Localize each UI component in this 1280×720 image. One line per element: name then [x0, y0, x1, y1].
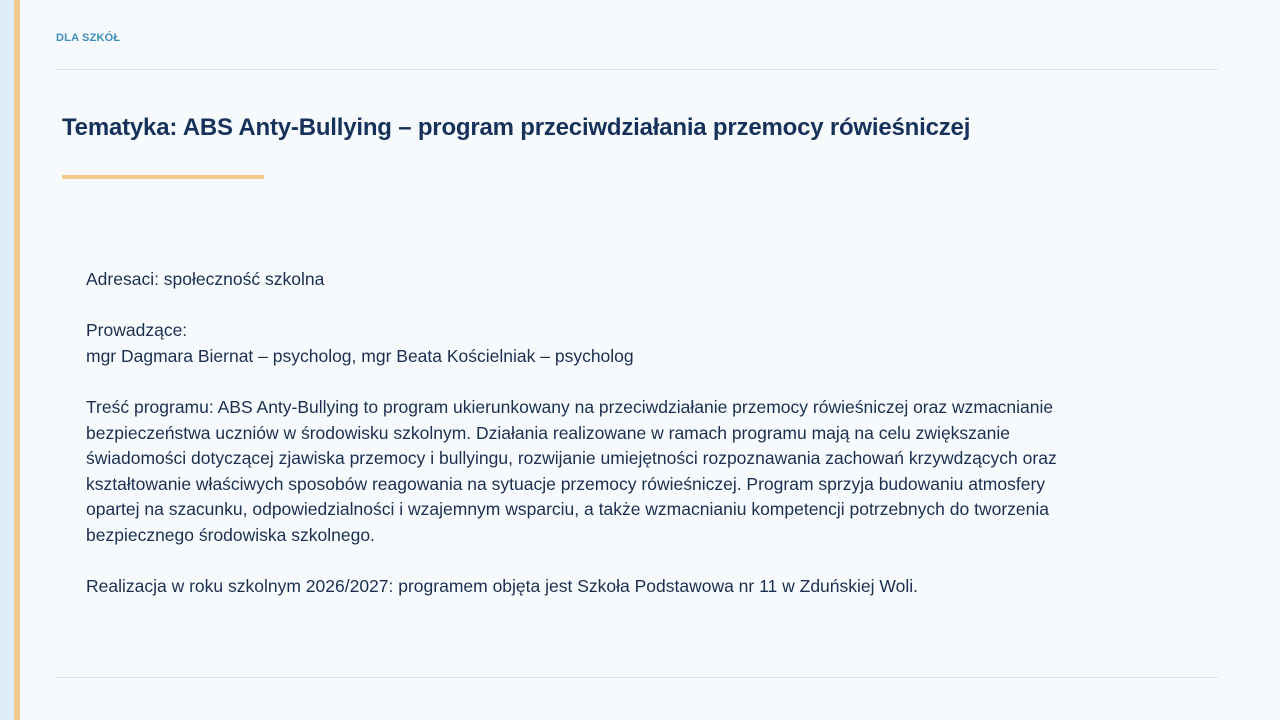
- program-line: kształtowanie właściwych sposobów reagowania na sytuacje przemocy rówieśniczej. Program sprzyja budowaniu atmosfery: [86, 473, 1046, 494]
- realization-paragraph: [86, 574, 1166, 600]
- program-line: bezpieczeństwa uczniów w środowisku szkolnym. Działania realizowane w ramach programu mają na celu zwiększanie: [86, 422, 1011, 443]
- leaders-paragraph: [86, 318, 1166, 369]
- leaders-label: Prowadzące:: [86, 320, 188, 341]
- top-divider: [56, 69, 1218, 70]
- leaders-text: mgr Dagmara Biernat – psycholog, mgr Beata Kościelniak – psycholog: [86, 345, 634, 366]
- addressees-paragraph: [86, 267, 1166, 293]
- section-label: DLA SZKÓŁ: [56, 32, 121, 44]
- program-description: [86, 395, 1166, 549]
- left-edge-band: [0, 0, 14, 720]
- realization-text: Realizacja w roku szkolnym 2026/2027: programem objęta jest Szkoła Podstawowa nr 11 w Zduńskiej Woli.: [86, 576, 918, 597]
- bottom-divider: [56, 677, 1218, 678]
- content-body: [86, 267, 1166, 600]
- title-underline: [62, 175, 264, 179]
- page-title: Tematyka: ABS Anty-Bullying – program przeciwdziałania przemocy rówieśniczej: [62, 114, 971, 141]
- program-line: bezpiecznego środowiska szkolnego.: [86, 524, 375, 545]
- addressees-text: Adresaci: społeczność szkolna: [86, 269, 325, 289]
- left-accent-bar: [14, 0, 20, 720]
- program-line: świadomości dotyczącej zjawiska przemocy i bullyingu, rozwijanie umiejętności rozpoznawania zachowań krzywdzących oraz: [86, 448, 1057, 469]
- program-line: Treść programu: ABS Anty-Bullying to program ukierunkowany na przeciwdziałanie przemocy rówieśniczej oraz wzmacnianie: [86, 396, 1054, 417]
- program-line: opartej na szacunku, odpowiedzialności i wzajemnym wsparciu, a także wzmacnianiu kompetencji potrzebnych do tworzenia: [86, 499, 1049, 520]
